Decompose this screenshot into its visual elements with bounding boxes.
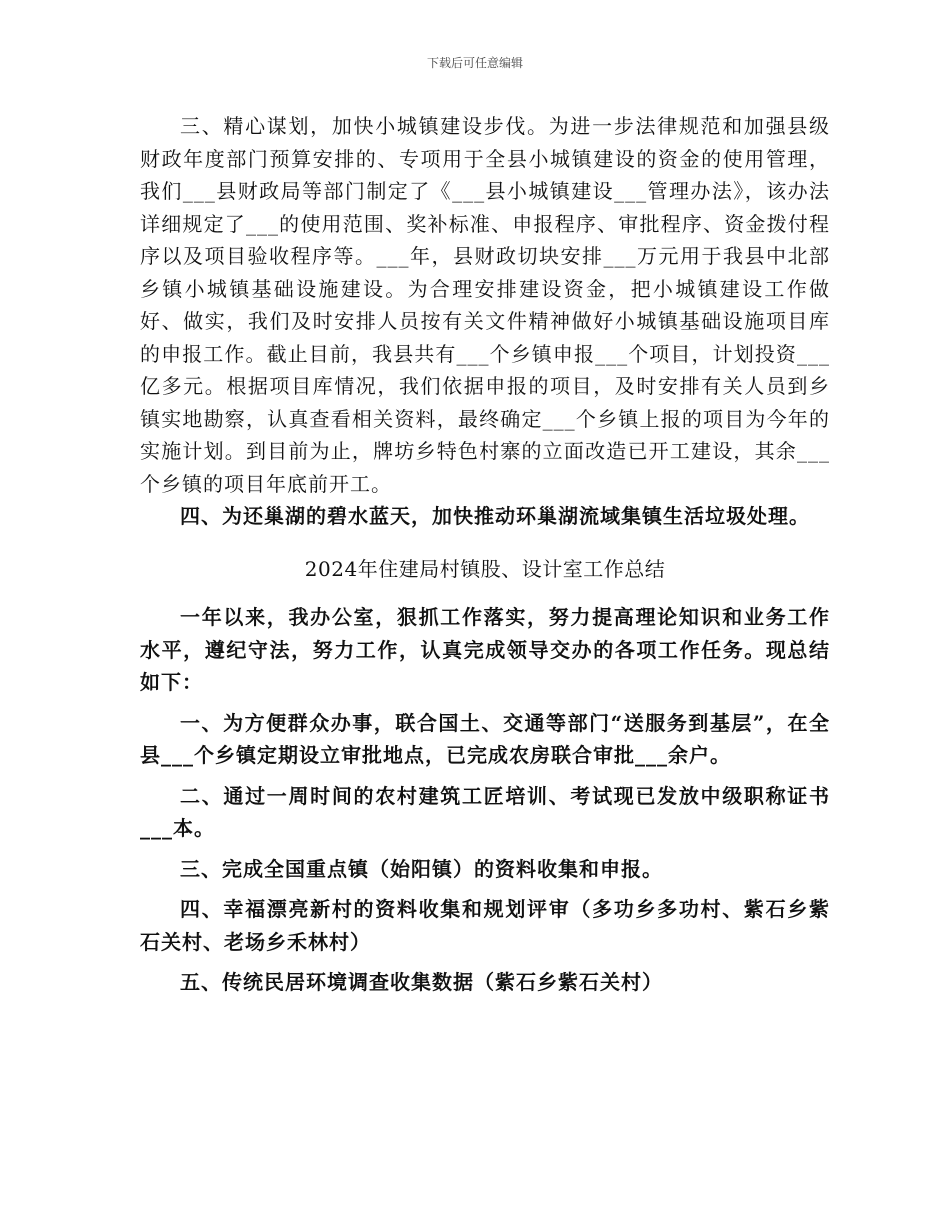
item-three: 三、完成全国重点镇（始阳镇）的资料收集和申报。 [180,856,663,881]
intro-paragraph: 一年以来，我办公室，狠抓工作落实，努力提高理论知识和业务工作水平，遵纪守法，努力工作，认真完成领导交办的各项工作任务。现总结如下： [140,605,830,694]
item-four: 四、幸福漂亮新村的资料收集和规划评审（多功乡多功村、紫石乡紫石关村、老场乡禾林村） [140,897,830,954]
paragraph-three: 三、精心谋划，加快小城镇建设步伐。为进一步法律规范和加强县级财政年度部门预算安排的、专项用于全县小城镇建设的资金的使用管理，我们___县财政局等部门制定了《___县小城镇建设___管理办法》，该办法详细规定了___的使用范围、奖补标准、申报程序、审批程序、资金拨付程序以及项目验收程序等。___年，县财政切块安排___万元用于我县中北部乡镇小城镇基础设施建设。为合理安排建设资金，把小城镇建设工作做好、做实，我们及时安排人员按有关文件精神做好小城镇基础设施项目库的申报工作。截止目前，我县共有___个乡镇申报___个项目，计划投资___亿多元。根据项目库情况，我们依据申报的项目，及时安排有关人员到乡镇实地勘察，认真查看相关资料，最终确定___个乡镇上报的项目为今年的实施计划。到目前为止，牌坊乡特色村寨的立面改造已开工建设，其余___个乡镇的项目年底前开工。 [140,114,830,496]
item-one: 一、为方便群众办事，联合国土、交通等部门“送服务到基层”，在全县___个乡镇定期设立审批地点，已完成农房联合审批___余户。 [140,710,830,767]
page-header-note: 下载后可任意编辑 [426,56,523,70]
item-five: 五、传统民居环境调查收集数据（紫石乡紫石关村） [180,970,663,994]
document-body [140,110,830,999]
document-title: 2024年住建局村镇股、设计室工作总结 [304,556,666,581]
paragraph-four: 四、为还巢湖的碧水蓝天，加快推动环巢湖流域集镇生活垃圾处理。 [180,504,810,528]
item-two: 二、通过一周时间的农村建筑工匠培训、考试现已发放中级职称证书___本。 [140,783,830,840]
